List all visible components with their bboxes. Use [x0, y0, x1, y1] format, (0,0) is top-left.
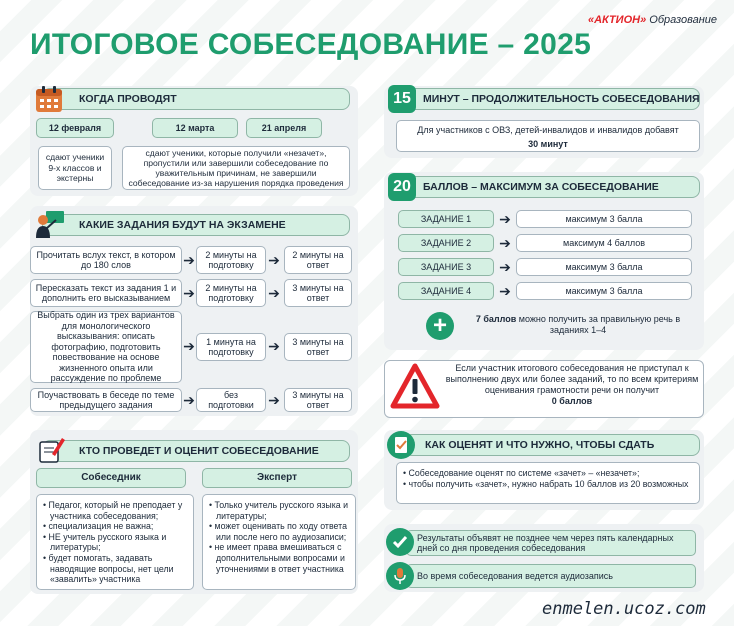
duration-header-label: МИНУТ – ПРОДОЛЖИТЕЛЬНОСТЬ СОБЕСЕДОВАНИЯ — [423, 93, 700, 105]
arrow-right-icon: ➔ — [268, 284, 280, 301]
page-title: ИТОГОВОЕ СОБЕСЕДОВАНИЕ – 2025 — [30, 28, 592, 61]
task-2-answer: 3 минуты на ответ — [284, 279, 352, 307]
tasks-header-label: КАКИЕ ЗАДАНИЯ БУДУТ НА ЭКЗАМЕНЕ — [79, 219, 286, 231]
list-item: • НЕ учитель русского языка и литературы; — [43, 531, 167, 553]
task-2-text: Пересказать текст из задания 1 и дополнить его высказыванием — [30, 279, 182, 307]
duration-header — [398, 88, 700, 110]
microphone-icon — [386, 562, 414, 590]
date-mar: 12 марта — [152, 118, 238, 138]
task-4-answer: 3 минуты на ответ — [284, 388, 352, 412]
footer-watermark: enmelen.ucoz.com — [542, 599, 706, 619]
score-task-4: ЗАДАНИЕ 4 — [398, 282, 494, 300]
brand-name: «АКТИОН» — [588, 14, 647, 26]
results-text: Результаты объявят не позднее чем через пять календарных дней со дня проведения собеседования — [406, 530, 696, 556]
task-2-prep: 2 минуты на подготовку — [196, 279, 266, 307]
arrow-right-icon: ➔ — [268, 391, 280, 408]
who-header-label: КТО ПРОВЕДЕТ И ОЦЕНИТ СОБЕСЕДОВАНИЕ — [79, 445, 319, 457]
warning-icon — [390, 362, 440, 412]
list-item: • Только учитель русского языка и литературы; — [209, 500, 348, 521]
list-item: • может оценивать по ходу ответа или после него по аудиозаписи; — [209, 521, 347, 542]
arrow-right-icon: ➔ — [268, 251, 280, 268]
score-max-2: максимум 4 баллов — [516, 234, 692, 252]
expert-list — [202, 494, 356, 590]
date-apr: 21 апреля — [246, 118, 322, 138]
task-4-text: Поучаствовать в беседе по теме предыдущего задания — [30, 388, 182, 412]
arrow-right-icon: ➔ — [268, 337, 280, 354]
arrow-right-icon: ➔ — [183, 284, 195, 301]
list-item: • специализация не важна; — [43, 521, 154, 532]
plus-icon: + — [426, 312, 454, 340]
score-max-1: максимум 3 балла — [516, 210, 692, 228]
score-task-3: ЗАДАНИЕ 3 — [398, 258, 494, 276]
score-header-label: БАЛЛОВ – МАКСИМУМ ЗА СОБЕСЕДОВАНИЕ — [423, 181, 659, 193]
when-header — [42, 88, 350, 110]
arrow-right-icon: ➔ — [183, 391, 195, 408]
task-3-text: Выбрать один из трех вариантов для монологического высказывания: описать фотографию, подготовить повествование на основе жизненного опыта или рассуждение по проблеме — [30, 311, 182, 383]
list-item: • не имеет права вмешиваться с дополнительными вопросами и уточнениями в ответ участника — [209, 542, 345, 574]
grade-header-label: КАК ОЦЕНЯТ И ЧТО НУЖНО, ЧТОБЫ СДАТЬ — [425, 439, 655, 451]
arrow-right-icon: ➔ — [499, 210, 511, 227]
grade-list — [396, 462, 700, 504]
when-header-label: КОГДА ПРОВОДЯТ — [79, 93, 177, 105]
pencil-icon — [36, 434, 66, 464]
when-desc-1: сдают ученики 9-х классов и экстерны — [38, 146, 112, 190]
teacher-icon — [34, 208, 66, 240]
score-task-1: ЗАДАНИЕ 1 — [398, 210, 494, 228]
duration-number-badge: 15 — [388, 85, 416, 113]
score-task-2: ЗАДАНИЕ 2 — [398, 234, 494, 252]
duration-text: Для участников с ОВЗ, детей-инвалидов и инвалидов добавят 30 минут — [396, 120, 700, 152]
list-item: • Педагог, который не преподает у участника собеседования; — [43, 500, 183, 521]
list-item: • чтобы получить «зачет», нужно набрать 10 баллов из 20 возможных — [403, 478, 689, 489]
task-3-prep: 1 минута на подготовку — [196, 333, 266, 361]
task-1-prep: 2 минуты на подготовку — [196, 246, 266, 274]
bonus-text: 7 баллов можно получить за правильную речь в заданиях 1–4 — [475, 314, 681, 335]
grade-header — [404, 434, 700, 456]
list-item: • будет помогать, задавать наводящие вопросы, нет цели «завалить» участника — [43, 552, 174, 585]
task-3-answer: 3 минуты на ответ — [284, 333, 352, 361]
date-feb: 12 февраля — [36, 118, 114, 138]
when-desc-2: сдают ученики, которые получили «незачет», пропустили или завершили собеседование по уважительным причинам, не завершили собеседование из-за нарушения порядка проведения — [122, 146, 350, 190]
audio-text: Во время собеседования ведется аудиозапись — [406, 564, 696, 588]
task-4-prep: без подготовки — [196, 388, 266, 412]
who-header — [42, 440, 350, 462]
arrow-right-icon: ➔ — [499, 258, 511, 275]
checklist-icon — [386, 430, 416, 460]
arrow-right-icon: ➔ — [183, 251, 195, 268]
task-1-text: Прочитать вслух текст, в котором до 180 слов — [30, 246, 182, 274]
score-max-4: максимум 3 балла — [516, 282, 692, 300]
arrow-right-icon: ➔ — [499, 282, 511, 299]
warning-text: Если участник итогового собеседования не приступал к выполнению двух или более заданий, то по всем критериям оценивания грамотности речи он получит 0 баллов — [445, 363, 699, 406]
tasks-header — [42, 214, 350, 236]
checkmark-icon — [386, 528, 414, 556]
score-max-3: максимум 3 балла — [516, 258, 692, 276]
arrow-right-icon: ➔ — [499, 234, 511, 251]
brand-logo — [588, 14, 717, 26]
arrow-right-icon: ➔ — [183, 337, 195, 354]
task-1-answer: 2 минуты на ответ — [284, 246, 352, 274]
interlocutor-title: Собеседник — [36, 468, 186, 488]
list-item: • Собеседование оценят по системе «зачет» – «незачет»; — [403, 468, 640, 478]
interlocutor-list — [36, 494, 194, 590]
calendar-icon — [34, 84, 64, 114]
brand-sub: Образование — [649, 14, 718, 26]
expert-title: Эксперт — [202, 468, 352, 488]
score-header — [398, 176, 700, 198]
score-number-badge: 20 — [388, 173, 416, 201]
